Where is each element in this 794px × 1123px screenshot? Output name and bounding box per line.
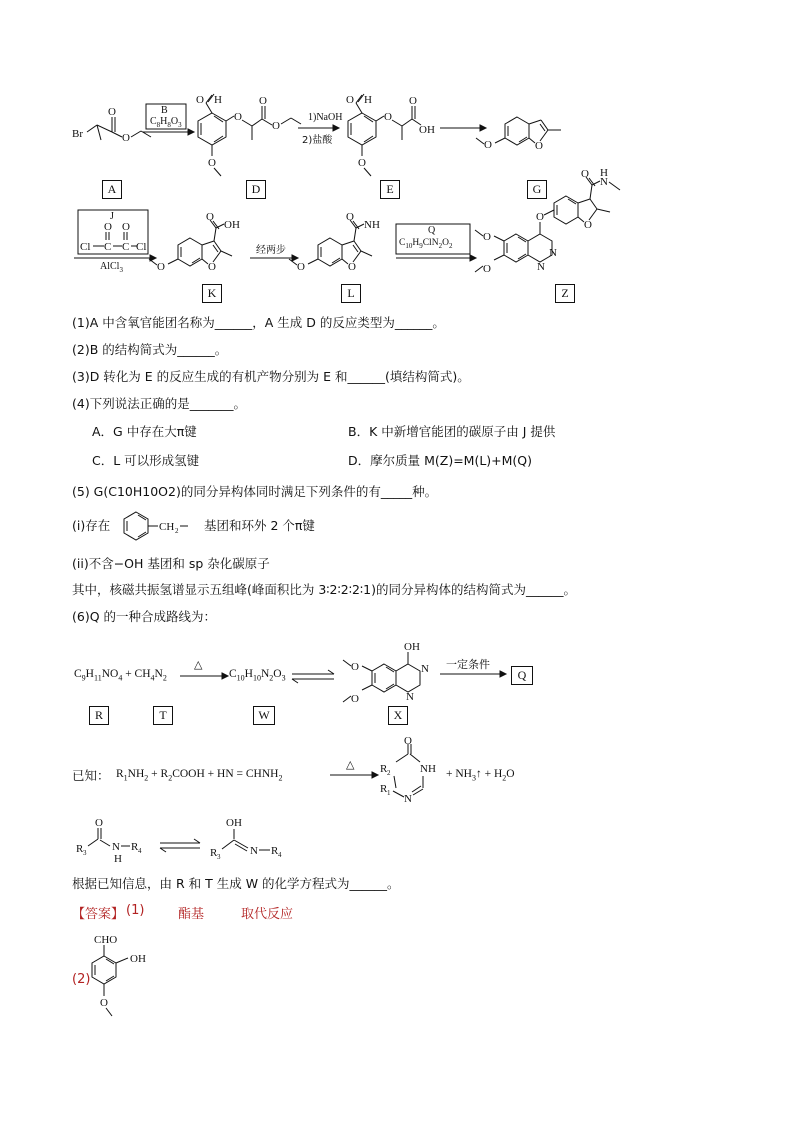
svg-text:O: O <box>234 111 242 123</box>
svg-text:H: H <box>214 94 222 106</box>
svg-text:N: N <box>421 663 429 675</box>
heat-symbol-1: △ <box>194 659 203 671</box>
svg-text:O: O <box>358 157 366 169</box>
q4-option-a: A．G 中存在大π键 <box>92 424 197 439</box>
label-X: X <box>388 706 408 725</box>
svg-text:N: N <box>537 261 545 273</box>
svg-text:H: H <box>114 853 122 865</box>
svg-text:N: N <box>549 247 557 259</box>
svg-text:R: R <box>131 841 139 853</box>
svg-text:O: O <box>581 168 589 180</box>
label-Z: Z <box>555 284 575 303</box>
label-E: E <box>380 180 400 199</box>
svg-text:O: O <box>208 157 216 169</box>
svg-text:N: N <box>406 691 414 703</box>
svg-text:N: N <box>112 841 120 853</box>
naoh-step: 1)NaOH <box>308 112 343 123</box>
svg-text:O: O <box>584 219 592 231</box>
svg-text:R: R <box>380 783 388 795</box>
svg-text:NH: NH <box>364 219 380 231</box>
label-G: G <box>527 180 547 199</box>
q4-option-c: C．L 可以形成氢键 <box>92 453 200 468</box>
label-Q: Q <box>511 666 533 685</box>
label-D: D <box>246 180 266 199</box>
question-5: (5) G(C10H10O2)的同分异构体同时满足下列条件的有_____种。 <box>72 484 438 499</box>
answer-2-num: (2) <box>72 972 91 987</box>
svg-text:OH: OH <box>224 219 240 231</box>
svg-text:N: N <box>250 845 258 857</box>
svg-text:O: O <box>272 120 280 132</box>
svg-text:O: O <box>409 95 417 107</box>
svg-text:O: O <box>384 111 392 123</box>
svg-text:4: 4 <box>278 851 282 859</box>
q5-condition-i-prefix: (i)存在 <box>72 518 111 533</box>
svg-text:O: O <box>206 211 214 223</box>
svg-text:O: O <box>536 211 544 223</box>
final-question: 根据已知信息，由 R 和 T 生成 W 的化学方程式为______。 <box>72 876 400 891</box>
svg-text:R: R <box>380 763 388 775</box>
svg-text:H: H <box>364 94 372 106</box>
answer-1-part-b: 取代反应 <box>241 907 294 922</box>
svg-text:4: 4 <box>138 847 142 855</box>
label-A: A <box>102 180 122 199</box>
label-K: K <box>202 284 222 303</box>
svg-text:O: O <box>351 693 359 705</box>
svg-text:N: N <box>404 793 412 805</box>
svg-text:O: O <box>351 661 359 673</box>
svg-text:O: O <box>404 735 412 747</box>
reagent-j-name: J <box>110 211 114 222</box>
q4-option-d: D．摩尔质量 M(Z)=M(L)+M(Q) <box>348 453 533 468</box>
svg-text:1: 1 <box>387 789 391 797</box>
reagent-b-formula: $C_8H_8O_3$ <box>150 116 182 129</box>
svg-text:OH: OH <box>226 817 242 829</box>
question-1: (1)A 中含氧官能团名称为______，A 生成 D 的反应类型为______。 <box>72 315 445 330</box>
q5-condition-ii: (ii)不含−OH 基团和 sp 杂化碳原子 <box>72 556 270 571</box>
label-R: R <box>89 706 109 725</box>
svg-text:O: O <box>95 817 103 829</box>
svg-text:R: R <box>76 843 84 855</box>
svg-text:R: R <box>271 845 279 857</box>
svg-text:O: O <box>259 95 267 107</box>
svg-text:Br: Br <box>72 128 83 140</box>
svg-text:O: O <box>483 231 491 243</box>
known-label: 已知： <box>72 768 110 783</box>
question-2: (2)B 的结构简式为______。 <box>72 342 228 357</box>
svg-text:O: O <box>122 221 130 233</box>
svg-text:2: 2 <box>175 527 179 535</box>
answer-1-part-a: 酯基 <box>178 907 205 922</box>
svg-text:O: O <box>346 94 354 106</box>
svg-text:O: O <box>157 261 165 273</box>
svg-text:OH: OH <box>130 953 146 965</box>
reagent-q-formula: $C_{10}H_9ClN_2O_2$ <box>399 238 453 250</box>
q4-option-b: B．K 中新增官能团的碳原子由 J 提供 <box>348 424 556 439</box>
label-W: W <box>253 706 275 725</box>
known-eq-lhs: $R_1NH_2$ + $R_2COOH$ + HN = $CHNH_2$ <box>116 768 283 783</box>
svg-text:O: O <box>208 261 216 273</box>
formula-W: $C_{10}H_{10}N_2O_3$ <box>229 668 286 683</box>
answer-tag: 【答案】 <box>72 907 125 922</box>
svg-text:3: 3 <box>83 849 87 857</box>
question-4: (4)下列说法正确的是_______。 <box>72 396 246 411</box>
svg-text:O: O <box>484 139 492 151</box>
q5-nmr-question: 其中，核磁共振氢谱显示五组峰(峰面积比为 3∶2∶2∶2∶1)的同分异构体的结构简式为______。 <box>72 582 577 597</box>
svg-text:3: 3 <box>217 853 221 861</box>
answer-1-num: (1) <box>126 903 145 918</box>
alcl3-reagent: AlCl$_3$ <box>100 261 123 274</box>
label-L: L <box>341 284 361 303</box>
hcl-step: 2)盐酸 <box>302 135 333 146</box>
svg-text:N: N <box>600 176 608 188</box>
known-eq-rhs: + $NH_3↑ + H_2O$ <box>446 768 515 783</box>
condition-label: 一定条件 <box>446 658 490 671</box>
svg-text:R: R <box>210 847 218 859</box>
svg-text:C: C <box>122 241 130 253</box>
label-T: T <box>153 706 173 725</box>
svg-text:O: O <box>483 263 491 275</box>
svg-text:O: O <box>346 211 354 223</box>
svg-text:H: H <box>600 167 608 179</box>
q5-condition-i-suffix: 基团和环外 2 个π键 <box>204 518 315 533</box>
svg-text:O: O <box>348 261 356 273</box>
svg-text:O: O <box>104 221 112 233</box>
svg-text:O: O <box>122 132 130 144</box>
svg-text:O: O <box>108 106 116 118</box>
reagent-b-name: B <box>161 105 168 116</box>
svg-text:CHO: CHO <box>94 934 118 946</box>
question-6: (6)Q 的一种合成路线为： <box>72 609 217 624</box>
svg-text:CH: CH <box>159 521 175 533</box>
svg-text:NH: NH <box>420 763 436 775</box>
formula-R: $C_9H_{11}NO_4 + CH_4N_2$ <box>74 668 167 683</box>
question-3: (3)D 转化为 E 的反应生成的有机产物分别为 E 和______(填结构简式)。 <box>72 369 470 384</box>
svg-text:Cl: Cl <box>136 241 147 253</box>
svg-text:Cl: Cl <box>80 241 91 253</box>
reagent-q-name: Q <box>428 225 436 236</box>
two-steps-label: 经两步 <box>256 245 286 256</box>
svg-text:O: O <box>196 94 204 106</box>
heat-symbol-2: △ <box>346 759 355 771</box>
svg-text:C: C <box>104 241 112 253</box>
svg-text:O: O <box>535 140 543 152</box>
svg-text:OH: OH <box>419 124 435 136</box>
svg-text:O: O <box>297 261 305 273</box>
svg-text:OH: OH <box>404 641 420 653</box>
svg-text:2: 2 <box>387 769 391 777</box>
svg-text:O: O <box>100 997 108 1009</box>
